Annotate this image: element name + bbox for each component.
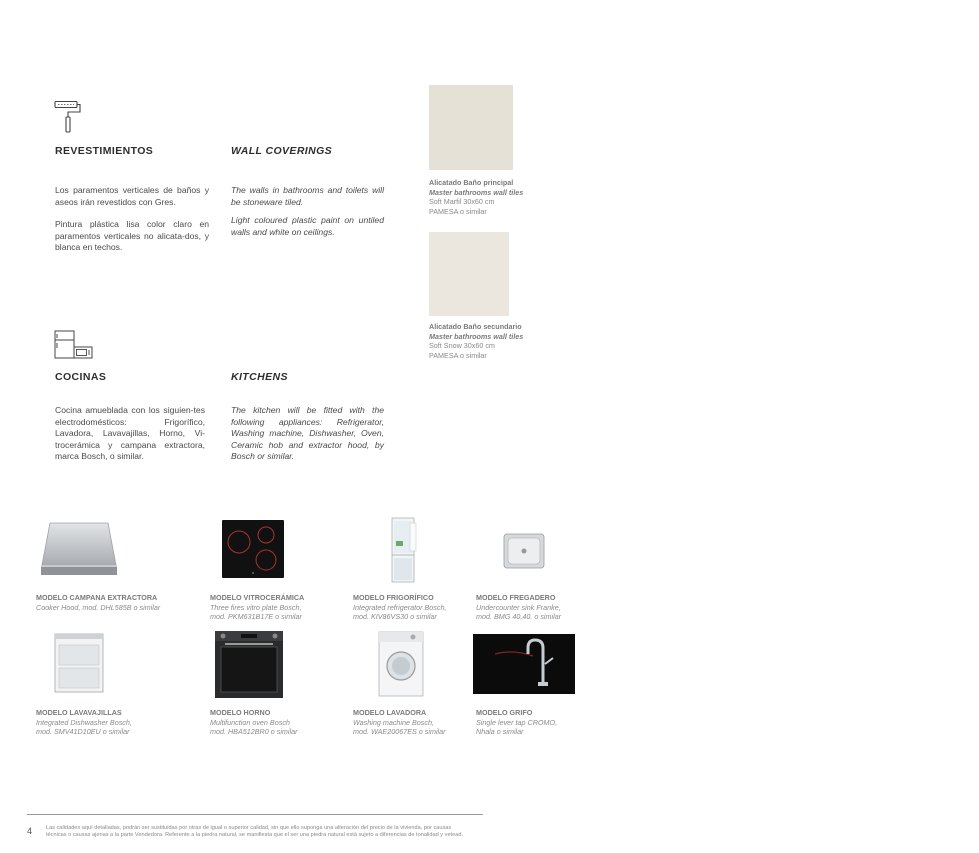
tile-model: Soft Marfil 30x60 cm (429, 197, 495, 207)
appliance-desc-2: mod. KIV86VS30 o similar (353, 612, 437, 622)
tile-caption-secondary (429, 322, 559, 360)
sink-image (503, 533, 545, 574)
appliance-caption-fridge (353, 593, 473, 622)
tile-caption-main (429, 178, 559, 216)
appliance-model: MODELO GRIFO (476, 708, 533, 717)
appliance-model: MODELO LAVADORA (353, 708, 427, 717)
appliance-desc: Three fires vitro plate Bosch, (210, 602, 302, 612)
appliance-model: MODELO HORNO (210, 708, 271, 717)
kitchens-text-en: The kitchen will be fitted with the following appliances: Refrigerator, Washing machine, Dishwasher, Oven, Ceramic hob and extractor hood, by Bosch or similar. (231, 405, 384, 462)
appliance-model: MODELO VITROCERÁMICA (210, 593, 305, 602)
tile-brand: PAMESA o similar (429, 350, 487, 360)
appliance-caption-hood (36, 593, 206, 612)
appliance-model: MODELO FRIGORÍFICO (353, 593, 434, 602)
appliance-caption-hob (210, 593, 340, 622)
footer-note (46, 825, 486, 840)
tile-brand: PAMESA o similar (429, 206, 487, 216)
appliance-desc-2: mod. PKM631B17E o similar (210, 612, 302, 622)
coverings-title-es: REVESTIMIENTOS (55, 145, 154, 157)
appliance-caption-washer (353, 708, 473, 737)
kitchens-text-es: Cocina amueblada con los siguien-tes electrodomésticos: Frigorífico, Lavadora, Lavavajillas, Horno, Vi-trocerámica y campana extractora, marca Bosch, o similar. (55, 405, 205, 462)
tile-model: Soft Snow 30x60 cm (429, 341, 495, 351)
tile-label-en: Master bathrooms wall tiles (429, 187, 524, 197)
refrigerator-image (388, 517, 418, 588)
appliance-model: MODELO LAVAVAJILLAS (36, 708, 122, 717)
appliance-desc: Cooker Hood, mod. DHL585B o similar (36, 602, 161, 612)
ceramic-hob-image (222, 520, 284, 583)
tile-label-es: Alicatado Baño principal (429, 178, 514, 187)
cooker-hood-image (40, 521, 118, 582)
appliance-model: MODELO FREGADERO (476, 593, 556, 602)
appliance-desc: Washing machine Bosch, (353, 717, 434, 727)
appliance-caption-oven (210, 708, 340, 737)
appliance-desc-2: mod. SMV41D10EU o similar (36, 727, 130, 737)
appliance-caption-sink (476, 593, 586, 622)
washing-machine-image (378, 631, 424, 702)
appliance-desc: Integrated refrigerator Bosch, (353, 602, 447, 612)
coverings-es-paragraph-1: Los paramentos verticales de baños y aseos irán revestidos con Gres. (55, 185, 209, 207)
tile-swatch-secondary (429, 232, 509, 316)
kitchens-title-es: COCINAS (55, 371, 107, 383)
oven-image (215, 631, 283, 703)
coverings-text-en (231, 185, 384, 238)
appliance-desc: Single lever tap CROMO, (476, 717, 558, 727)
appliance-desc: Integrated Dishwasher Bosch, (36, 717, 132, 727)
coverings-text-es (55, 185, 209, 254)
appliance-caption-dishwasher (36, 708, 186, 737)
footer-divider (27, 814, 483, 815)
tile-label-es: Alicatado Baño secundario (429, 322, 522, 331)
appliance-model: MODELO CAMPANA EXTRACTORA (36, 593, 158, 602)
appliance-desc: Undercounter sink Franke, (476, 602, 561, 612)
appliance-desc-2: mod. HBA512BR0 o similar (210, 727, 298, 737)
dishwasher-image (54, 633, 104, 698)
coverings-title-en: WALL COVERINGS (231, 145, 333, 157)
footer-note-line-1: Las calidades aquí detalladas, podrán ser sustituidas por otras de igual o superior calidad, sin que ello suponga una alteración del precio de la vivienda, por causas (46, 825, 452, 831)
coverings-en-paragraph-2: Light coloured plastic paint on untiled walls and white on ceilings. (231, 215, 384, 237)
appliance-desc-2: mod. BMG 40,40. o similar (476, 612, 562, 622)
page-number: 4 (27, 826, 33, 836)
paint-roller-icon (54, 100, 82, 134)
coverings-es-paragraph-2: Pintura plástica lisa color claro en paramentos verticales no alicata-dos, y blanca en techos. (55, 219, 209, 253)
tile-swatch-main (429, 85, 513, 170)
tile-label-en: Master bathrooms wall tiles (429, 331, 524, 341)
appliance-desc-2: mod. WAE20067ES o similar (353, 727, 446, 737)
appliance-desc: Multifunction oven Bosch (210, 717, 290, 727)
kitchen-appliances-icon (54, 330, 94, 360)
appliance-caption-tap (476, 708, 586, 737)
kitchens-title-en: KITCHENS (231, 371, 288, 383)
footer-note-line-2: técnicas o causas ajenas a la parte Vendedora. Referente a la piedra natural, se manifiesta que el ser una piedra natural está sujeto a diferencias de tonalidad y vetead. (46, 832, 464, 839)
coverings-en-paragraph-1: The walls in bathrooms and toilets will be stoneware tiled. (231, 185, 384, 207)
tap-image (473, 634, 575, 699)
appliance-desc-2: Nhala o similar (476, 727, 524, 737)
